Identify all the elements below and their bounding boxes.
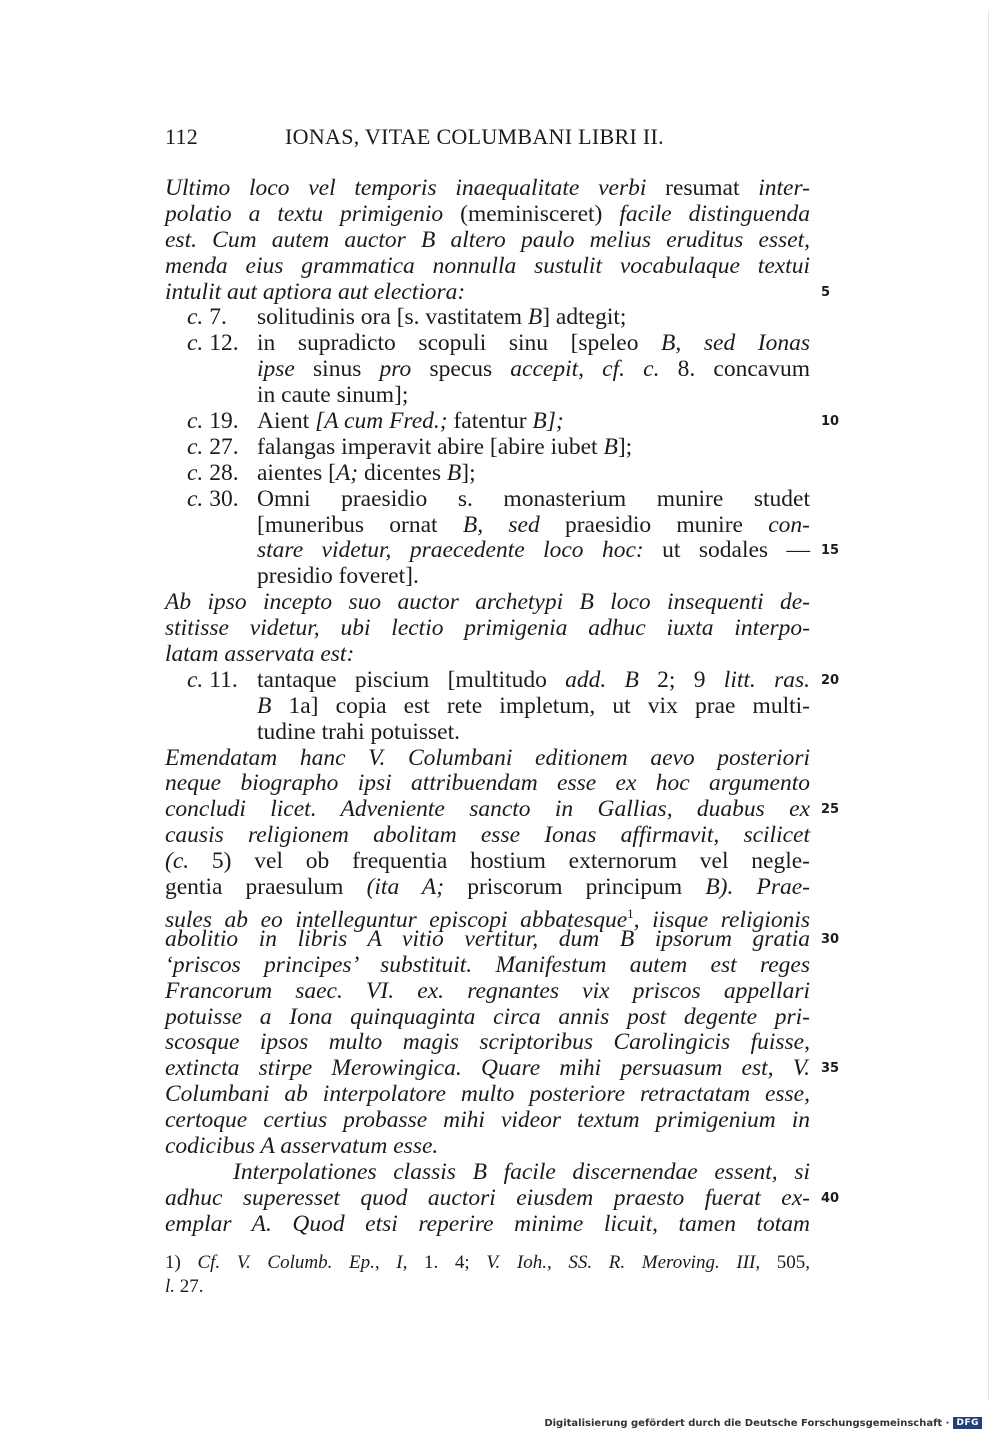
variant-entry <box>165 305 810 331</box>
italic-span: concludi licet. Adveniente sancto in Gallias, duabus ex <box>165 796 810 823</box>
text-line <box>165 1082 810 1108</box>
text-span: in caute sinum]; <box>257 382 409 409</box>
chapter-abbrev: c. <box>187 433 204 460</box>
line-number: 5 <box>821 284 831 300</box>
italic-span: neque biographo ipsi attribuendam esse ex hoc argumento <box>165 770 810 797</box>
italic-span: [A cum Fred.; <box>315 408 448 435</box>
text-line <box>165 875 810 901</box>
italic-span: B). Prae- <box>705 874 811 901</box>
text-span: 1. 4; <box>407 1252 487 1273</box>
text-span: tudine trahi potuisset. <box>257 718 460 745</box>
text-span: praesidio munire <box>539 511 769 538</box>
italic-span: intulit aut aptiora aut electiora: <box>165 278 466 305</box>
italic-span: Ultimo loco vel temporis inaequalitate verbi <box>165 175 647 201</box>
text-line <box>165 1160 810 1186</box>
line-number: 25 <box>821 802 840 818</box>
italic-span: Francorum saec. VI. ex. regnantes vix priscos appellari <box>165 977 810 1004</box>
text-line <box>165 228 810 254</box>
italic-span: ipse <box>257 356 295 383</box>
text-span: ]; <box>617 433 633 460</box>
page-edge <box>988 10 989 1400</box>
chapter-number: 30. <box>203 485 239 512</box>
variant-entry <box>165 485 840 591</box>
italic-span: add. B <box>565 666 639 693</box>
line-number: 30 <box>821 931 840 947</box>
italic-span: con- <box>768 511 810 538</box>
chapter-number: 12. <box>203 330 239 357</box>
text-line <box>257 408 840 435</box>
text-line <box>257 357 810 383</box>
italic-span: B, sed <box>462 511 540 538</box>
page-number: 112 <box>165 124 199 149</box>
italic-span: A; <box>335 459 359 486</box>
footnote-marker[interactable]: 1 <box>627 905 634 921</box>
italic-span: ‘priscos principes’ substituit. Manifestum autem est reges <box>165 951 810 978</box>
text-line <box>165 953 810 979</box>
text-line <box>165 278 831 306</box>
italic-span: stare videtur, praecedente loco hoc: <box>257 537 644 564</box>
text-line <box>165 1108 810 1134</box>
italic-span: Emendatam hanc V. Columbani editionem aevo posteriori <box>165 744 810 771</box>
italic-span: , iisque religionis <box>633 906 810 933</box>
italic-span: inter- <box>758 175 810 201</box>
variant-entry <box>165 461 810 487</box>
text-line <box>165 901 810 933</box>
italic-span: V. Ioh., SS. R. Meroving. III, <box>486 1252 761 1273</box>
text-line <box>165 823 810 849</box>
italic-span: B <box>257 692 272 719</box>
chapter-abbrev: c. <box>187 330 204 357</box>
italic-span: l. <box>165 1276 176 1297</box>
text-line <box>257 487 810 513</box>
italic-span: Cf. V. Columb. Ep., I, <box>197 1252 408 1273</box>
running-title: IONAS, VITAE COLUMBANI LIBRI II. <box>285 124 664 149</box>
text-span: 2; 9 <box>638 666 724 693</box>
chapter-ref <box>187 487 239 513</box>
chapter-number: 28. <box>203 459 239 486</box>
text-span: 8. concavum <box>659 356 811 383</box>
italic-span: menda eius grammatica nonnulla sustulit vocabulaque textui <box>165 252 810 279</box>
italic-span: litt. ras. <box>723 666 810 693</box>
italic-span: (ita A; <box>366 874 445 901</box>
text-line <box>165 642 810 668</box>
text-span: priscorum principum <box>444 874 706 901</box>
chapter-ref <box>187 331 239 357</box>
text-span: 1a] copia est rete impletum, ut vix prae multi- <box>271 692 810 719</box>
text-line <box>257 461 810 487</box>
variant-entry <box>165 435 810 461</box>
text-span: falangas imperavit abire [abire iubet <box>257 433 604 460</box>
chapter-number: 27. <box>203 433 239 460</box>
footnote <box>165 1251 810 1299</box>
italic-span: B <box>527 304 543 331</box>
text-line <box>257 564 810 590</box>
italic-span: B <box>603 433 618 460</box>
italic-span: accepit, cf. c. <box>510 356 660 383</box>
chapter-ref <box>187 305 227 331</box>
text-line <box>165 1134 810 1160</box>
text-span: 5) vel ob frequentia hostium externorum vel negle- <box>189 848 810 875</box>
text-span: tantaque piscium [multitudo <box>257 666 566 693</box>
text-line <box>257 383 810 409</box>
italic-span: Ab ipso incepto suo auctor archetypi B loco insequenti de- <box>165 589 810 616</box>
line-number: 15 <box>821 543 840 559</box>
text-line <box>165 254 810 280</box>
variant-entry <box>165 666 840 746</box>
text-line <box>165 849 810 875</box>
italic-span: adhuc superesset quod auctori eiusdem praesto fuerat ex- <box>165 1184 810 1211</box>
line-number: 40 <box>821 1190 840 1206</box>
text-line <box>257 666 840 694</box>
text-line <box>165 746 810 772</box>
text-line <box>165 1030 810 1056</box>
italic-span: (c. <box>165 848 190 875</box>
italic-span: stitisse videtur, ubi lectio primigenia adhuc iuxta interpo- <box>165 615 810 642</box>
italic-span: codicibus A asservatum esse. <box>165 1132 439 1159</box>
italic-span: pro <box>379 356 412 383</box>
text-line <box>165 925 840 953</box>
chapter-ref <box>187 461 239 487</box>
chapter-abbrev: c. <box>187 666 204 693</box>
text-span: Aient <box>257 408 316 435</box>
text-span: specus <box>411 356 511 383</box>
text-line <box>165 1005 810 1031</box>
text-line <box>257 537 840 564</box>
chapter-abbrev: c. <box>187 485 204 512</box>
text-span: (meminisceret) <box>443 200 620 227</box>
italic-span: Columbani ab interpolatore multo posteriore retractatam esse, <box>165 1081 810 1108</box>
text-line <box>257 331 810 357</box>
italic-span: causis religionem abolitam esse Ionas affirmavit, scilicet <box>165 822 810 849</box>
line-number: 20 <box>821 672 840 688</box>
digitization-credit <box>544 1417 982 1429</box>
text-line <box>165 979 810 1005</box>
footnote-line <box>165 1275 810 1299</box>
italic-span: extincta stirpe Merowingica. Quare mihi persuasum est, V. <box>165 1055 810 1082</box>
text-line <box>257 305 810 331</box>
text-line <box>165 1212 810 1238</box>
text-span: fatentur <box>447 408 533 435</box>
italic-span: B, sed Ionas <box>661 330 811 357</box>
italic-span: facile distinguenda <box>619 200 810 227</box>
text-span: ]; <box>461 459 476 486</box>
line-number: 10 <box>821 414 840 430</box>
text-span: sinus <box>294 356 380 383</box>
footnote-mark: 1) <box>165 1252 181 1273</box>
text-span: [muneribus ornat <box>257 511 463 538</box>
text-span: Omni praesidio s. monasterium munire studet <box>257 485 810 512</box>
text-span: solitudinis ora [s. vastitatem <box>257 304 528 331</box>
variant-entry <box>165 408 840 435</box>
line-number: 35 <box>821 1061 840 1077</box>
text-line <box>165 202 810 228</box>
italic-span: Interpolationes classis B facile discernendae essent, si <box>233 1158 810 1185</box>
italic-span: B]; <box>532 408 564 435</box>
chapter-ref <box>187 435 239 461</box>
credit-text: Digitalisierung gefördert durch die Deutsche Forschungsgemeinschaft · <box>544 1417 950 1429</box>
text-line <box>257 720 810 746</box>
italic-span: latam asservata est: <box>165 641 355 668</box>
text-line <box>165 616 810 642</box>
italic-span: scosque ipsos multo magis scriptoribus Carolingicis fuisse, <box>165 1029 810 1056</box>
text-span: ] adtegit; <box>542 304 627 331</box>
italic-span: abolitio in libris A vitio vertitur, dum B ipsorum gratia <box>165 925 810 952</box>
italic-span: B <box>446 459 462 486</box>
text-span: ut sodales — <box>643 537 810 564</box>
text-line <box>165 771 810 797</box>
text-line <box>165 796 840 823</box>
chapter-ref <box>187 668 238 694</box>
italic-span: sules ab eo intelleguntur episcopi abbatesque <box>165 906 628 933</box>
dfg-logo-icon: DFG <box>953 1417 982 1429</box>
chapter-abbrev: c. <box>187 304 204 331</box>
text-line <box>165 1055 840 1082</box>
text-line <box>257 435 810 461</box>
italic-span: certoque certius probasse mihi videor textum primigenium in <box>165 1107 810 1134</box>
text-span: gentia praesulum <box>165 874 367 901</box>
chapter-ref <box>187 409 239 435</box>
footnote-line <box>165 1251 810 1275</box>
text-line <box>257 513 810 539</box>
chapter-number: 11. <box>203 666 238 693</box>
italic-span: polatio a textu primigenio <box>165 200 444 227</box>
main-text <box>165 175 840 1238</box>
text-span: 505, <box>760 1252 810 1273</box>
text-line <box>165 1184 840 1212</box>
chapter-abbrev: c. <box>187 459 204 486</box>
text-span: resumat <box>646 175 759 201</box>
variant-entry <box>165 331 810 409</box>
text-line <box>165 176 810 202</box>
text-span: presidio foveret]. <box>257 563 419 590</box>
italic-span: potuisse a Iona quinquaginta circa annis post degente pri- <box>165 1003 810 1030</box>
text-span: in supradicto scopuli sinu [speleo <box>257 330 662 357</box>
italic-span: est. Cum autem auctor B altero paulo melius eruditus esset, <box>165 226 810 253</box>
text-span: dicentes <box>358 459 447 486</box>
chapter-number: 19. <box>203 408 239 435</box>
text-span: aientes [ <box>257 459 336 486</box>
text-line <box>165 590 810 616</box>
text-line <box>257 694 810 720</box>
text-span: 27. <box>175 1276 204 1297</box>
chapter-number: 7. <box>203 304 227 331</box>
chapter-abbrev: c. <box>187 408 204 435</box>
italic-span: emplar A. Quod etsi reperire minime licuit, tamen totam <box>165 1210 810 1237</box>
